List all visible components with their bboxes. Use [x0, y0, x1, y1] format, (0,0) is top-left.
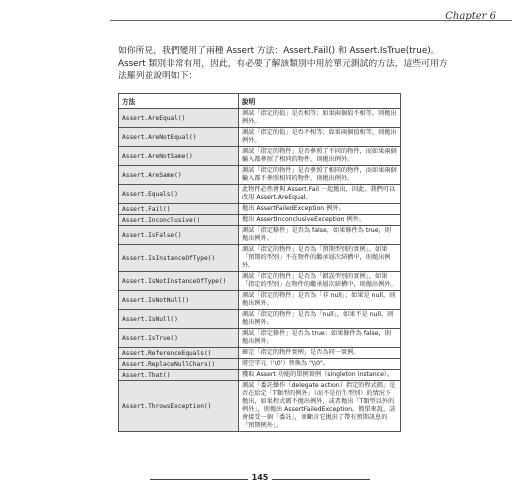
method-name: Assert.That() [119, 370, 239, 381]
method-name: Assert.AreNotSame() [119, 147, 239, 166]
table-row [119, 226, 401, 245]
table-body [119, 109, 401, 432]
method-name: Assert.AreEqual() [119, 109, 239, 128]
assert-methods-table [118, 93, 401, 432]
header-divider [110, 20, 512, 21]
table-row [119, 272, 401, 291]
intro-line-1: 如你所見，我們變用了兩種 Assert 方法：Assert.Fail() 和 Assert.IsTrue(true)。 [118, 46, 440, 56]
method-description: 測試「委託操作（delegate action）指定的程式碼」是否在給定「T類型的例外」（而不是衍生型別）的情況下拋出，如果程式碼不拋出例外，或者拋出「T類型以外的例外」，則拋出 AssertFailedException。簡單來說，該會接受一個「委託」，並斷言它拋出了帶有預期訊息的「預期例外」。 [239, 381, 401, 432]
table-row [119, 370, 401, 381]
method-description: 測試「指定的值」是否相等；如果兩個值不相等，則拋出例外。 [239, 109, 401, 128]
chapter-title: Chapter 6 [445, 11, 496, 22]
method-name: Assert.IsNotNull() [119, 291, 239, 310]
method-description: 確定「指定的物件實例」是否為同一實例。 [239, 348, 401, 359]
intro-paragraph [118, 45, 496, 83]
intro-line-3: 法羅列並說明如下： [118, 71, 198, 81]
table-row [119, 291, 401, 310]
method-name: Assert.AreSame() [119, 166, 239, 185]
column-header-method: 方法 [119, 94, 239, 109]
column-header-description: 說明 [239, 94, 401, 109]
method-name: Assert.ReferenceEquals() [119, 348, 239, 359]
method-description: 此物件必然會與 Assert.Fail 一起拋出，因此，我們可以改用 Assert.AreEqual。 [239, 185, 401, 204]
table-row [119, 310, 401, 329]
table-row [119, 147, 401, 166]
method-description: 獲取 Assert 功能的單例實例（singleton instance）。 [239, 370, 401, 381]
table-row [119, 109, 401, 128]
method-description: 測試「指定的物件」是否為「錯誤型別的實例」，如果「指定的型別」在物件的繼承層次結構中，則拋出例外。 [239, 272, 401, 291]
method-name: Assert.ReplaceNullChars() [119, 359, 239, 370]
method-name: Assert.AreNotEqual() [119, 128, 239, 147]
method-name: Assert.Inconclusive() [119, 215, 239, 226]
table-row [119, 245, 401, 272]
method-name: Assert.IsTrue() [119, 329, 239, 348]
footer-rule-left [150, 479, 248, 480]
intro-line-2: Assert 類別非常有用，因此，有必要了解該類別中用於單元測試的方法，這些可用方 [118, 58, 448, 69]
method-name: Assert.IsNotInstanceOfType() [119, 272, 239, 291]
method-description: 測試「指定的值」是否不相等；如果兩個值相等，則拋出例外。 [239, 128, 401, 147]
table-row [119, 204, 401, 215]
table-row [119, 381, 401, 432]
page-number: 145 [251, 473, 269, 482]
table-row [119, 329, 401, 348]
method-description: 測試「指定的物件」是否為「null」，如果不是 null，則拋出例外。 [239, 310, 401, 329]
method-description: 測試「指定條件」是否為 false，如果條件為 true，則拋出例外。 [239, 226, 401, 245]
chapter-header [110, 10, 510, 26]
method-description: 拋出 AssertInconclusiveException 例外。 [239, 215, 401, 226]
table-row [119, 185, 401, 204]
method-description: 測試「指定的物件」是否參照了相同的物件，而如果兩個輸入都不參照相同的物件，則拋出例外。 [239, 166, 401, 185]
method-name: Assert.IsFalse() [119, 226, 239, 245]
table-header-row [119, 94, 401, 109]
table-row [119, 128, 401, 147]
table-row [119, 348, 401, 359]
method-name: Assert.IsInstanceOfType() [119, 245, 239, 272]
method-description: 測試「指定條件」是否為 true；如果條件為 false，則拋出例外。 [239, 329, 401, 348]
method-description: 測試「指定的物件」是否為「非 null」；如果是 null，則拋出例外。 [239, 291, 401, 310]
table-row [119, 215, 401, 226]
method-name: Assert.IsNull() [119, 310, 239, 329]
page-footer [0, 473, 520, 485]
table-row [119, 359, 401, 370]
method-description: 將空字元（'\0'）替換為 "\\0"。 [239, 359, 401, 370]
method-name: Assert.ThrowsException() [119, 381, 239, 432]
method-description: 測試「指定的物件」是否為「預期型別的實例」，如果「預期的型別」不在物件的繼承層次結構中，則拋出例外。 [239, 245, 401, 272]
method-name: Assert.Equals() [119, 185, 239, 204]
table-row [119, 166, 401, 185]
method-description: 拋出 AssertFailedException 例外。 [239, 204, 401, 215]
footer-rule-right [272, 479, 370, 480]
method-description: 測試「指定的物件」是否參照了不同的物件，而如果兩個輸入都參照了相同的物件，則拋出例外。 [239, 147, 401, 166]
method-name: Assert.Fail() [119, 204, 239, 215]
